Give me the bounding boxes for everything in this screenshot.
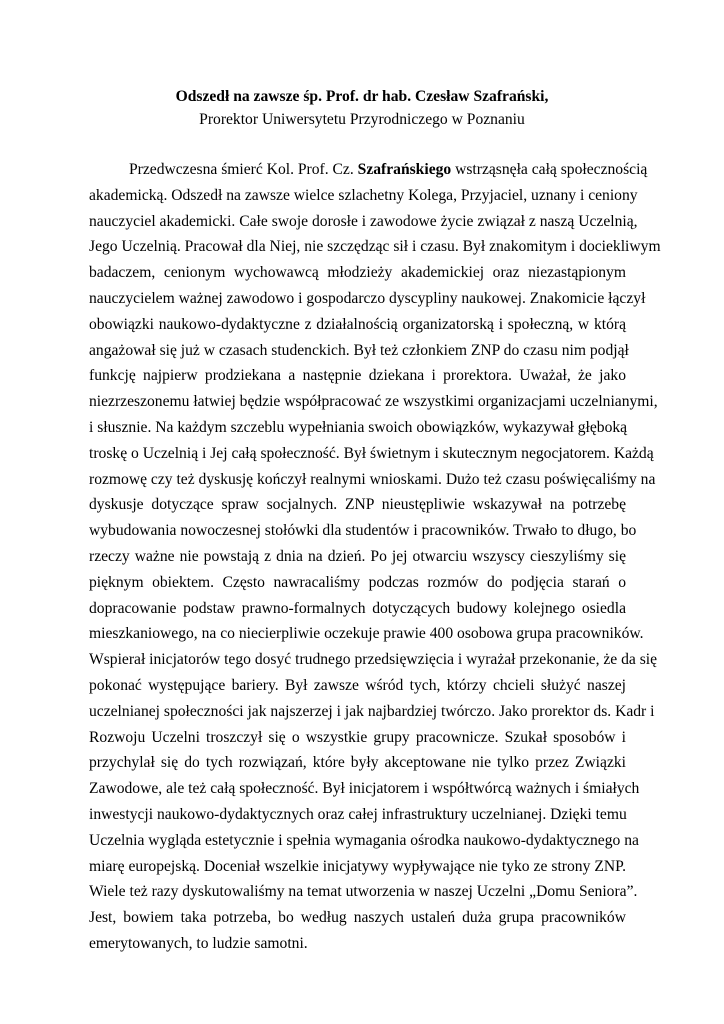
paragraph-line: badaczem, cenionym wychowawcą młodzieży akademickiej oraz niezastąpionym <box>89 264 626 282</box>
paragraph-line: dyskusje dotyczące spraw socjalnych. ZNP nieustępliwie wskazywał na potrzebę <box>89 496 626 514</box>
paragraph-line: rozmowę czy też dyskusję kończył realnymi wnioskami. Dużo też czasu poświęcaliśmy na <box>89 470 656 488</box>
paragraph-line: pięknym obiektem. Często nawracaliśmy podczas rozmów do podjęcia starań o <box>89 573 626 591</box>
paragraph-line: dopracowanie podstaw prawno-formalnych dotyczących budowy kolejnego osiedla <box>89 599 626 617</box>
paragraph-line: Zawodowe, ale też całą społeczność. Był inicjatorem i współtwórcą ważnych i śmiałych <box>89 780 640 798</box>
paragraph-line: funkcję najpierw prodziekana a następnie dziekana i prorektora. Uważał, że jako <box>89 367 626 385</box>
paragraph-line: i słusznie. Na każdym szczeblu wypełniania swoich obowiązków, wykazywał głęboką <box>89 418 628 436</box>
paragraph-line: niezrzeszonemu łatwiej będzie współpracować ze wszystkimi organizacjami uczelnianymi, <box>89 393 658 411</box>
document-title: Odszedł na zawsze śp. Prof. dr hab. Czesław Szafrański, <box>175 88 549 105</box>
paragraph-line: Rozwoju Uczelni troszczył się o wszystkie grupy pracownicze. Szukał sposobów i <box>89 728 626 746</box>
paragraph-line: rzeczy ważne nie powstają z dnia na dzień. Po jej otwarciu wszyscy cieszyliśmy się <box>89 547 626 565</box>
document-subtitle: Prorektor Uniwersytetu Przyrodniczego w Poznaniu <box>199 111 525 128</box>
body-paragraph <box>89 157 661 957</box>
paragraph-line: Wiele też razy dyskutowaliśmy na temat utworzenia w naszej Uczelni „Domu Seniora”. <box>89 883 638 901</box>
first-line-lead: Przedwczesna śmierć Kol. Prof. Cz. <box>129 161 358 178</box>
paragraph-line: wybudowania nowoczesnej stołówki dla studentów i pracowników. Trwało to długo, bo <box>89 522 637 540</box>
paragraph-line: pokonać występujące bariery. Był zawsze wśród tych, którzy chcieli służyć naszej <box>89 676 626 694</box>
paragraph-line: obowiązki naukowo-dydaktyczne z działalnością organizatorską i społeczną, w którą <box>89 315 626 333</box>
paragraph-line: nauczyciel akademicki. Całe swoje dorosłe i zawodowe życie związał z naszą Uczelnią, <box>89 212 638 230</box>
paragraph-line: akademicką. Odszedł na zawsze wielce szlachetny Kolega, Przyjaciel, uznany i ceniony <box>89 186 638 204</box>
paragraph-line: troskę o Uczelnią i Jej całą społeczność. Był świetnym i skutecznym negocjatorem. Każdą <box>89 444 654 462</box>
paragraph-line: inwestycji naukowo-dydaktycznych oraz całej infrastruktury uczelnianej. Dzięki temu <box>89 805 627 823</box>
paragraph-line: mieszkaniowego, na co niecierpliwie oczekuje prawie 400 osobowa grupa pracowników. <box>89 625 644 643</box>
deceased-name: Szafrańskiego <box>357 161 452 178</box>
paragraph-line: angażował się już w czasach studenckich. Był też członkiem ZNP do czasu nim podjął <box>89 341 629 359</box>
first-line-tail: wstrząsnęła całą społecznością <box>451 161 648 178</box>
paragraph-line: uczelnianej społeczności jak najszerzej i jak najbardziej twórczo. Jako prorektor ds. Kadr i <box>89 702 655 720</box>
paragraph-line: emerytowanych, to ludzie samotni. <box>89 934 308 952</box>
paragraph-line: Jest, bowiem taka potrzeba, bo według naszych ustaleń duża grupa pracowników <box>89 909 626 927</box>
paragraph-line: przychylał się do tych rozwiązań, które były akceptowane nie tylko przez Związki <box>89 754 626 772</box>
paragraph-line: Uczelnia wygląda estetycznie i spełnia wymagania ośrodka naukowo-dydaktycznego na <box>89 831 639 849</box>
paragraph-first-line <box>89 157 648 183</box>
paragraph-line: miarę europejską. Doceniał wszelkie inicjatywy wypływające nie tyko ze strony ZNP. <box>89 857 626 875</box>
paragraph-line: nauczycielem ważnej zawodowo i gospodarczo dyscypliny naukowej. Znakomicie łączył <box>89 289 646 307</box>
paragraph-line: Jego Uczelnią. Pracował dla Niej, nie szczędząc sił i czasu. Był znakomitym i dociekliwym <box>89 238 661 256</box>
paragraph-line: Wspierał inicjatorów tego dosyć trudnego przedsięwzięcia i wyrażał przekonanie, że da się <box>89 651 658 669</box>
